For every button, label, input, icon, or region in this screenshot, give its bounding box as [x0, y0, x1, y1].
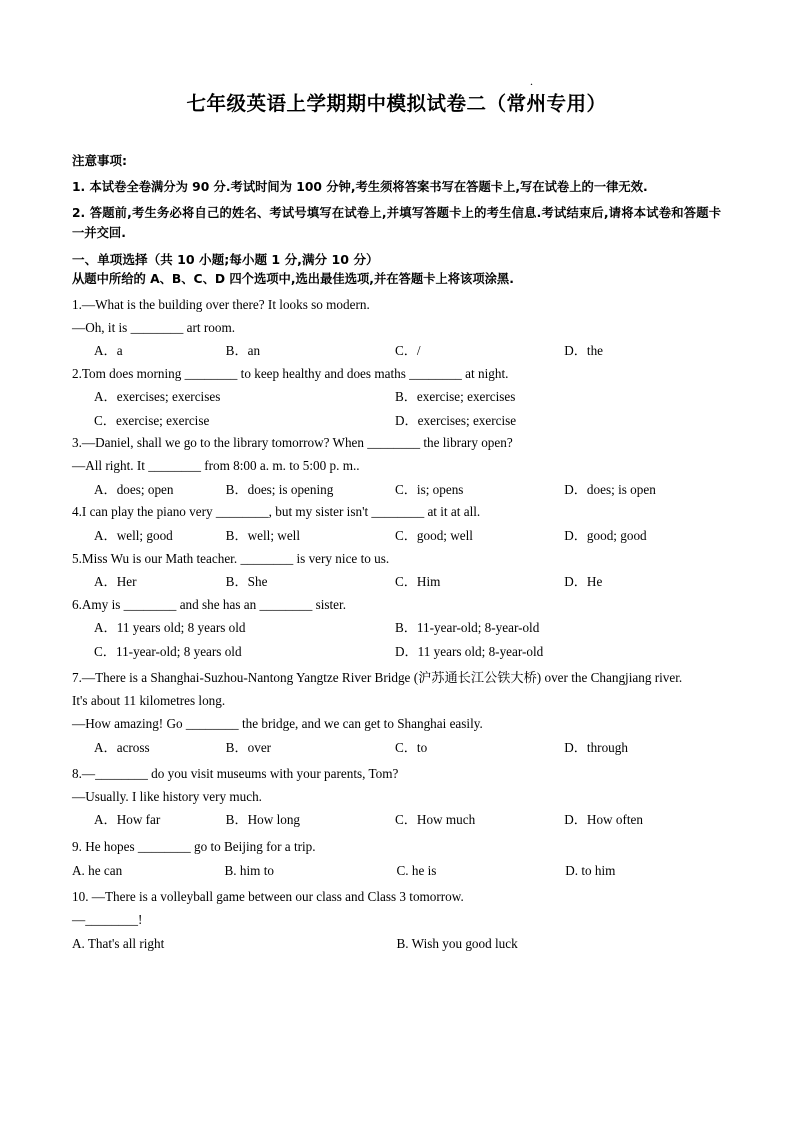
question-5-option-a[interactable]: A．Her [94, 574, 137, 590]
question-8-option-b[interactable]: B．How long [225, 812, 301, 828]
question-10-line-1: 10. —There is a volleyball game between our class and Class 3 tomorrow. [72, 889, 464, 905]
question-9-option-d[interactable]: D. to him [565, 862, 616, 878]
question-2-options-row-2 [72, 409, 721, 433]
question-7-option-b[interactable]: B．over [225, 739, 272, 755]
question-4-option-a[interactable]: A．well; good [94, 528, 173, 544]
question-8-option-a[interactable]: A．How far [94, 812, 161, 828]
question-8-line-1: 8.—________ do you visit museums with your parents, Tom? [72, 766, 399, 782]
question-5-option-c[interactable]: C．Him [394, 574, 441, 590]
question-2-option-a[interactable]: A．exercises; exercises [94, 389, 221, 405]
question-1-option-a[interactable]: A．a [94, 343, 123, 359]
question-10 [72, 886, 721, 955]
question-6-option-d[interactable]: D．11 years old; 8-year-old [394, 643, 544, 659]
question-3-line-1: 3.—Daniel, shall we go to the library tomorrow? When ________ the library open? [72, 435, 513, 451]
question-6-option-a[interactable]: A．11 years old; 8 years old [94, 620, 246, 636]
question-2-option-b[interactable]: B．exercise; exercises [394, 389, 516, 405]
question-2-line-1: 2.Tom does morning ________ to keep healthy and does maths ________ at night. [72, 365, 509, 381]
question-8-option-d[interactable]: D．How often [564, 812, 643, 828]
question-1-options [72, 339, 721, 363]
page-title: 七年级英语上学期期中模拟试卷二（常州专用） [186, 92, 607, 115]
question-6-option-b[interactable]: B．11-year-old; 8-year-old [394, 620, 540, 636]
question-2-option-c[interactable]: C．exercise; exercise [94, 412, 210, 428]
question-7 [72, 667, 721, 759]
question-1-option-b[interactable]: B．an [225, 343, 261, 359]
notice-item-1: 1. 本试卷全卷满分为 90 分.考试时间为 100 分钟,考生须将答案书写在答题卡上,写在试卷上的一律无效. [72, 180, 648, 195]
question-9-line-1: 9. He hopes ________ go to Beijing for a trip. [72, 838, 316, 854]
title-spacer [72, 117, 721, 151]
question-7-line-1: 7.—There is a Shanghai-Suzhou-Nantong Yangtze River Bridge (沪苏通长江公铁大桥) over the Changjiang river. [72, 670, 683, 686]
question-10-option-b[interactable]: B. Wish you good luck [396, 935, 518, 951]
question-3-options [72, 478, 721, 502]
question-9-option-b[interactable]: B. him to [224, 862, 274, 878]
question-7-options [72, 736, 721, 760]
question-9-options [72, 859, 721, 883]
question-4-line-1: 4.I can play the piano very ________, but my sister isn't ________ at it at all. [72, 504, 481, 520]
question-9-option-c[interactable]: C. he is [396, 862, 437, 878]
question-10-line-2: —________! [72, 911, 143, 927]
question-4 [72, 501, 721, 547]
question-3-option-d[interactable]: D．does; is open [564, 481, 656, 497]
question-6-options-row-1 [72, 616, 721, 640]
question-3-line-2: —All right. It ________ from 8:00 a. m. to 5:00 p. m.. [72, 458, 360, 474]
question-3 [72, 432, 721, 501]
question-7-line-2: It's about 11 kilometres long. [72, 693, 226, 709]
notice-heading: 注意事项: [72, 153, 127, 169]
question-3-option-c[interactable]: C．is; opens [394, 481, 464, 497]
question-7-option-a[interactable]: A．across [94, 739, 150, 755]
question-7-option-d[interactable]: D．through [564, 739, 628, 755]
question-10-options [72, 932, 721, 956]
section-heading: 一、单项选择（共 10 小题;每小题 1 分,满分 10 分） [72, 252, 379, 268]
question-6-line-1: 6.Amy is ________ and she has an ________ sister. [72, 596, 346, 612]
question-6-options-row-2 [72, 640, 721, 664]
question-5-line-1: 5.Miss Wu is our Math teacher. ________ is very nice to us. [72, 550, 390, 566]
question-2-options-row-1 [72, 385, 721, 409]
question-8 [72, 763, 721, 832]
question-7-line-3: —How amazing! Go ________ the bridge, and we can get to Shanghai easily. [72, 715, 483, 731]
question-5-option-d[interactable]: D．He [564, 574, 603, 590]
question-7-option-c[interactable]: C．to [394, 739, 428, 755]
corner-dot-mark: . [530, 74, 533, 88]
question-5-option-b[interactable]: B．She [225, 574, 268, 590]
question-4-option-c[interactable]: C．good; well [394, 528, 473, 544]
question-4-option-d[interactable]: D．good; good [564, 528, 647, 544]
question-5 [72, 548, 721, 594]
question-2-option-d[interactable]: D．exercises; exercise [394, 412, 517, 428]
question-6-option-c[interactable]: C．11-year-old; 8 years old [94, 643, 242, 659]
question-1-line-1: 1.—What is the building over there? It looks so modern. [72, 296, 370, 312]
question-4-option-b[interactable]: B．well; well [225, 528, 301, 544]
question-9-option-a[interactable]: A. he can [72, 862, 123, 878]
question-8-options [72, 808, 721, 832]
question-3-option-b[interactable]: B．does; is opening [225, 481, 334, 497]
question-1-option-d[interactable]: D．the [564, 343, 604, 359]
question-3-option-a[interactable]: A．does; open [94, 481, 174, 497]
question-5-options [72, 570, 721, 594]
question-8-line-2: —Usually. I like history very much. [72, 788, 262, 804]
question-1-option-c[interactable]: C．/ [394, 343, 421, 359]
question-10-option-a[interactable]: A. That's all right [72, 935, 165, 951]
question-4-options [72, 524, 721, 548]
question-9 [72, 836, 721, 882]
question-8-option-c[interactable]: C．How much [394, 812, 476, 828]
question-1 [72, 294, 721, 363]
question-2 [72, 363, 721, 433]
notice-item-2: 2. 答题前,考生务必将自己的姓名、考试号填写在试卷上,并填写答题卡上的考生信息.考试结束后,请将本试卷和答题卡一并交回. [72, 206, 721, 241]
section-subheading: 从题中所给的 A、B、C、D 四个选项中,选出最佳选项,并在答题卡上将该项涂黑. [72, 272, 514, 287]
question-6 [72, 594, 721, 664]
question-1-line-2: —Oh, it is ________ art room. [72, 319, 236, 335]
